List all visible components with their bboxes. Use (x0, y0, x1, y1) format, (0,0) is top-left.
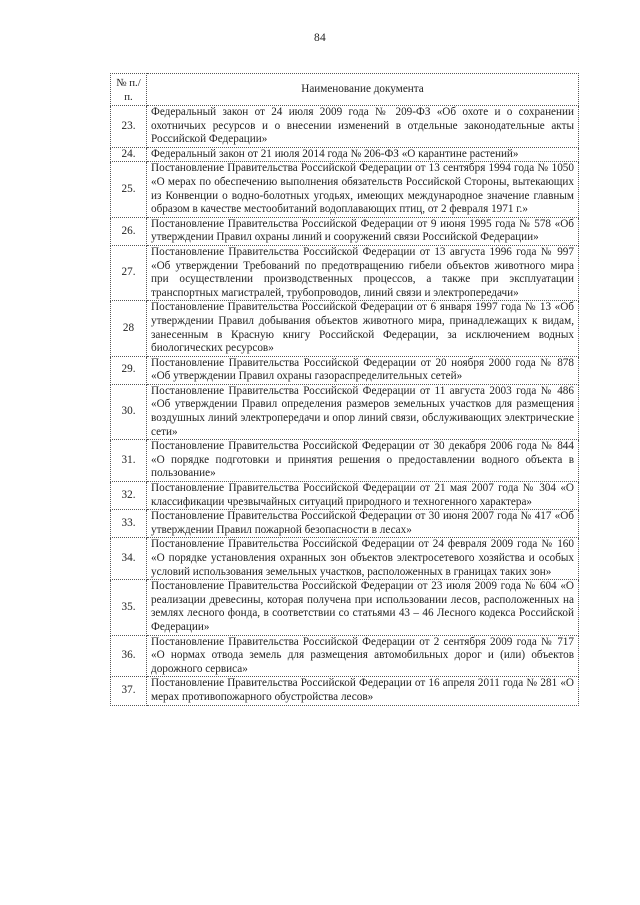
row-number: 36. (111, 635, 147, 677)
row-number: 31. (111, 440, 147, 482)
row-number: 25. (111, 162, 147, 217)
table-header-row (111, 74, 579, 106)
table-row (111, 245, 579, 300)
row-document-name: Постановление Правительства Российской Федерации от 6 января 1997 года № 13 «Об утверждении Правил добывания объектов животного мира, принадлежащих к видам, занесенным в Красную книгу Российской Федерации, за исключением водных биологических ресурсов» (147, 301, 579, 356)
row-number: 30. (111, 384, 147, 439)
table-row (111, 538, 579, 580)
documents-table (110, 73, 579, 706)
row-document-name: Постановление Правительства Российской Федерации от 23 июля 2009 года № 604 «О реализации древесины, которая получена при использовании лесов, расположенных на землях лесного фонда, в соответствии со статьями 43 – 46 Лесного кодекса Российской Федерации» (147, 580, 579, 635)
row-number: 26. (111, 217, 147, 245)
row-document-name: Постановление Правительства Российской Федерации от 30 июня 2007 года № 417 «Об утверждении Правил пожарной безопасности в лесах» (147, 510, 579, 538)
page-number: 84 (313, 32, 327, 44)
table-row (111, 147, 579, 162)
table-row (111, 162, 579, 217)
row-number: 35. (111, 580, 147, 635)
row-number: 33. (111, 510, 147, 538)
table-row (111, 635, 579, 677)
table-row (111, 677, 579, 705)
row-number: 37. (111, 677, 147, 705)
header-document-name: Наименование документа (147, 74, 579, 106)
row-document-name: Постановление Правительства Российской Федерации от 13 сентября 1994 года № 1050 «О мерах по обеспечению выполнения обязательств Российской Стороны, вытекающих из Конвенции о водно-болотных угодьях, имеющих международное значение главным образом в качестве местообитаний водоплавающих птиц, от 2 февраля 1971 г.» (147, 162, 579, 217)
row-document-name: Постановление Правительства Российской Федерации от 21 мая 2007 года № 304 «О классификации чрезвычайных ситуаций природного и техногенного характера» (147, 482, 579, 510)
row-document-name: Постановление Правительства Российской Федерации от 24 февраля 2009 года № 160 «О порядке установления охранных зон объектов электросетевого хозяйства и особых условий использования земельных участков, расположенных в границах таких зон» (147, 538, 579, 580)
row-document-name: Постановление Правительства Российской Федерации от 9 июня 1995 года № 578 «Об утверждении Правил охраны линий и сооружений связи Российской Федерации» (147, 217, 579, 245)
row-document-name: Постановление Правительства Российской Федерации от 30 декабря 2006 года № 844 «О порядке подготовки и принятия решения о предоставлении водного объекта в пользование» (147, 440, 579, 482)
table-row (111, 482, 579, 510)
row-document-name: Постановление Правительства Российской Федерации от 2 сентября 2009 года № 717 «О нормах отвода земель для размещения автомобильных дорог и (или) объектов дорожного сервиса» (147, 635, 579, 677)
row-document-name: Федеральный закон от 21 июля 2014 года № 206-ФЗ «О карантине растений» (147, 147, 579, 162)
table-row (111, 106, 579, 148)
table-row (111, 356, 579, 384)
row-number: 28 (111, 301, 147, 356)
table-row (111, 384, 579, 439)
table-row (111, 301, 579, 356)
row-number: 34. (111, 538, 147, 580)
row-document-name: Постановление Правительства Российской Федерации от 20 ноября 2000 года № 878 «Об утверждении Правил охраны газораспределительных сетей» (147, 356, 579, 384)
row-document-name: Постановление Правительства Российской Федерации от 13 августа 1996 года № 997 «Об утверждении Требований по предотвращению гибели объектов животного мира при осуществлении производственных процессов, а также при эксплуатации транспортных магистралей, трубопроводов, линий связи и электропередачи» (147, 245, 579, 300)
table-row (111, 440, 579, 482)
table-row (111, 217, 579, 245)
row-number: 29. (111, 356, 147, 384)
row-document-name: Федеральный закон от 24 июля 2009 года № 209-ФЗ «Об охоте и о сохранении охотничьих ресурсов и о внесении изменений в отдельные законодательные акты Российской Федерации» (147, 106, 579, 148)
row-document-name: Постановление Правительства Российской Федерации от 11 августа 2003 года № 486 «Об утверждении Правил определения размеров земельных участков для размещения воздушных линий электропередачи и опор линий связи, обслуживающих электрические сети» (147, 384, 579, 439)
header-number: № п./п. (111, 74, 147, 106)
row-number: 23. (111, 106, 147, 148)
row-document-name: Постановление Правительства Российской Федерации от 16 апреля 2011 года № 281 «О мерах противопожарного обустройства лесов» (147, 677, 579, 705)
table-row (111, 580, 579, 635)
row-number: 24. (111, 147, 147, 162)
row-number: 32. (111, 482, 147, 510)
table-row (111, 510, 579, 538)
row-number: 27. (111, 245, 147, 300)
